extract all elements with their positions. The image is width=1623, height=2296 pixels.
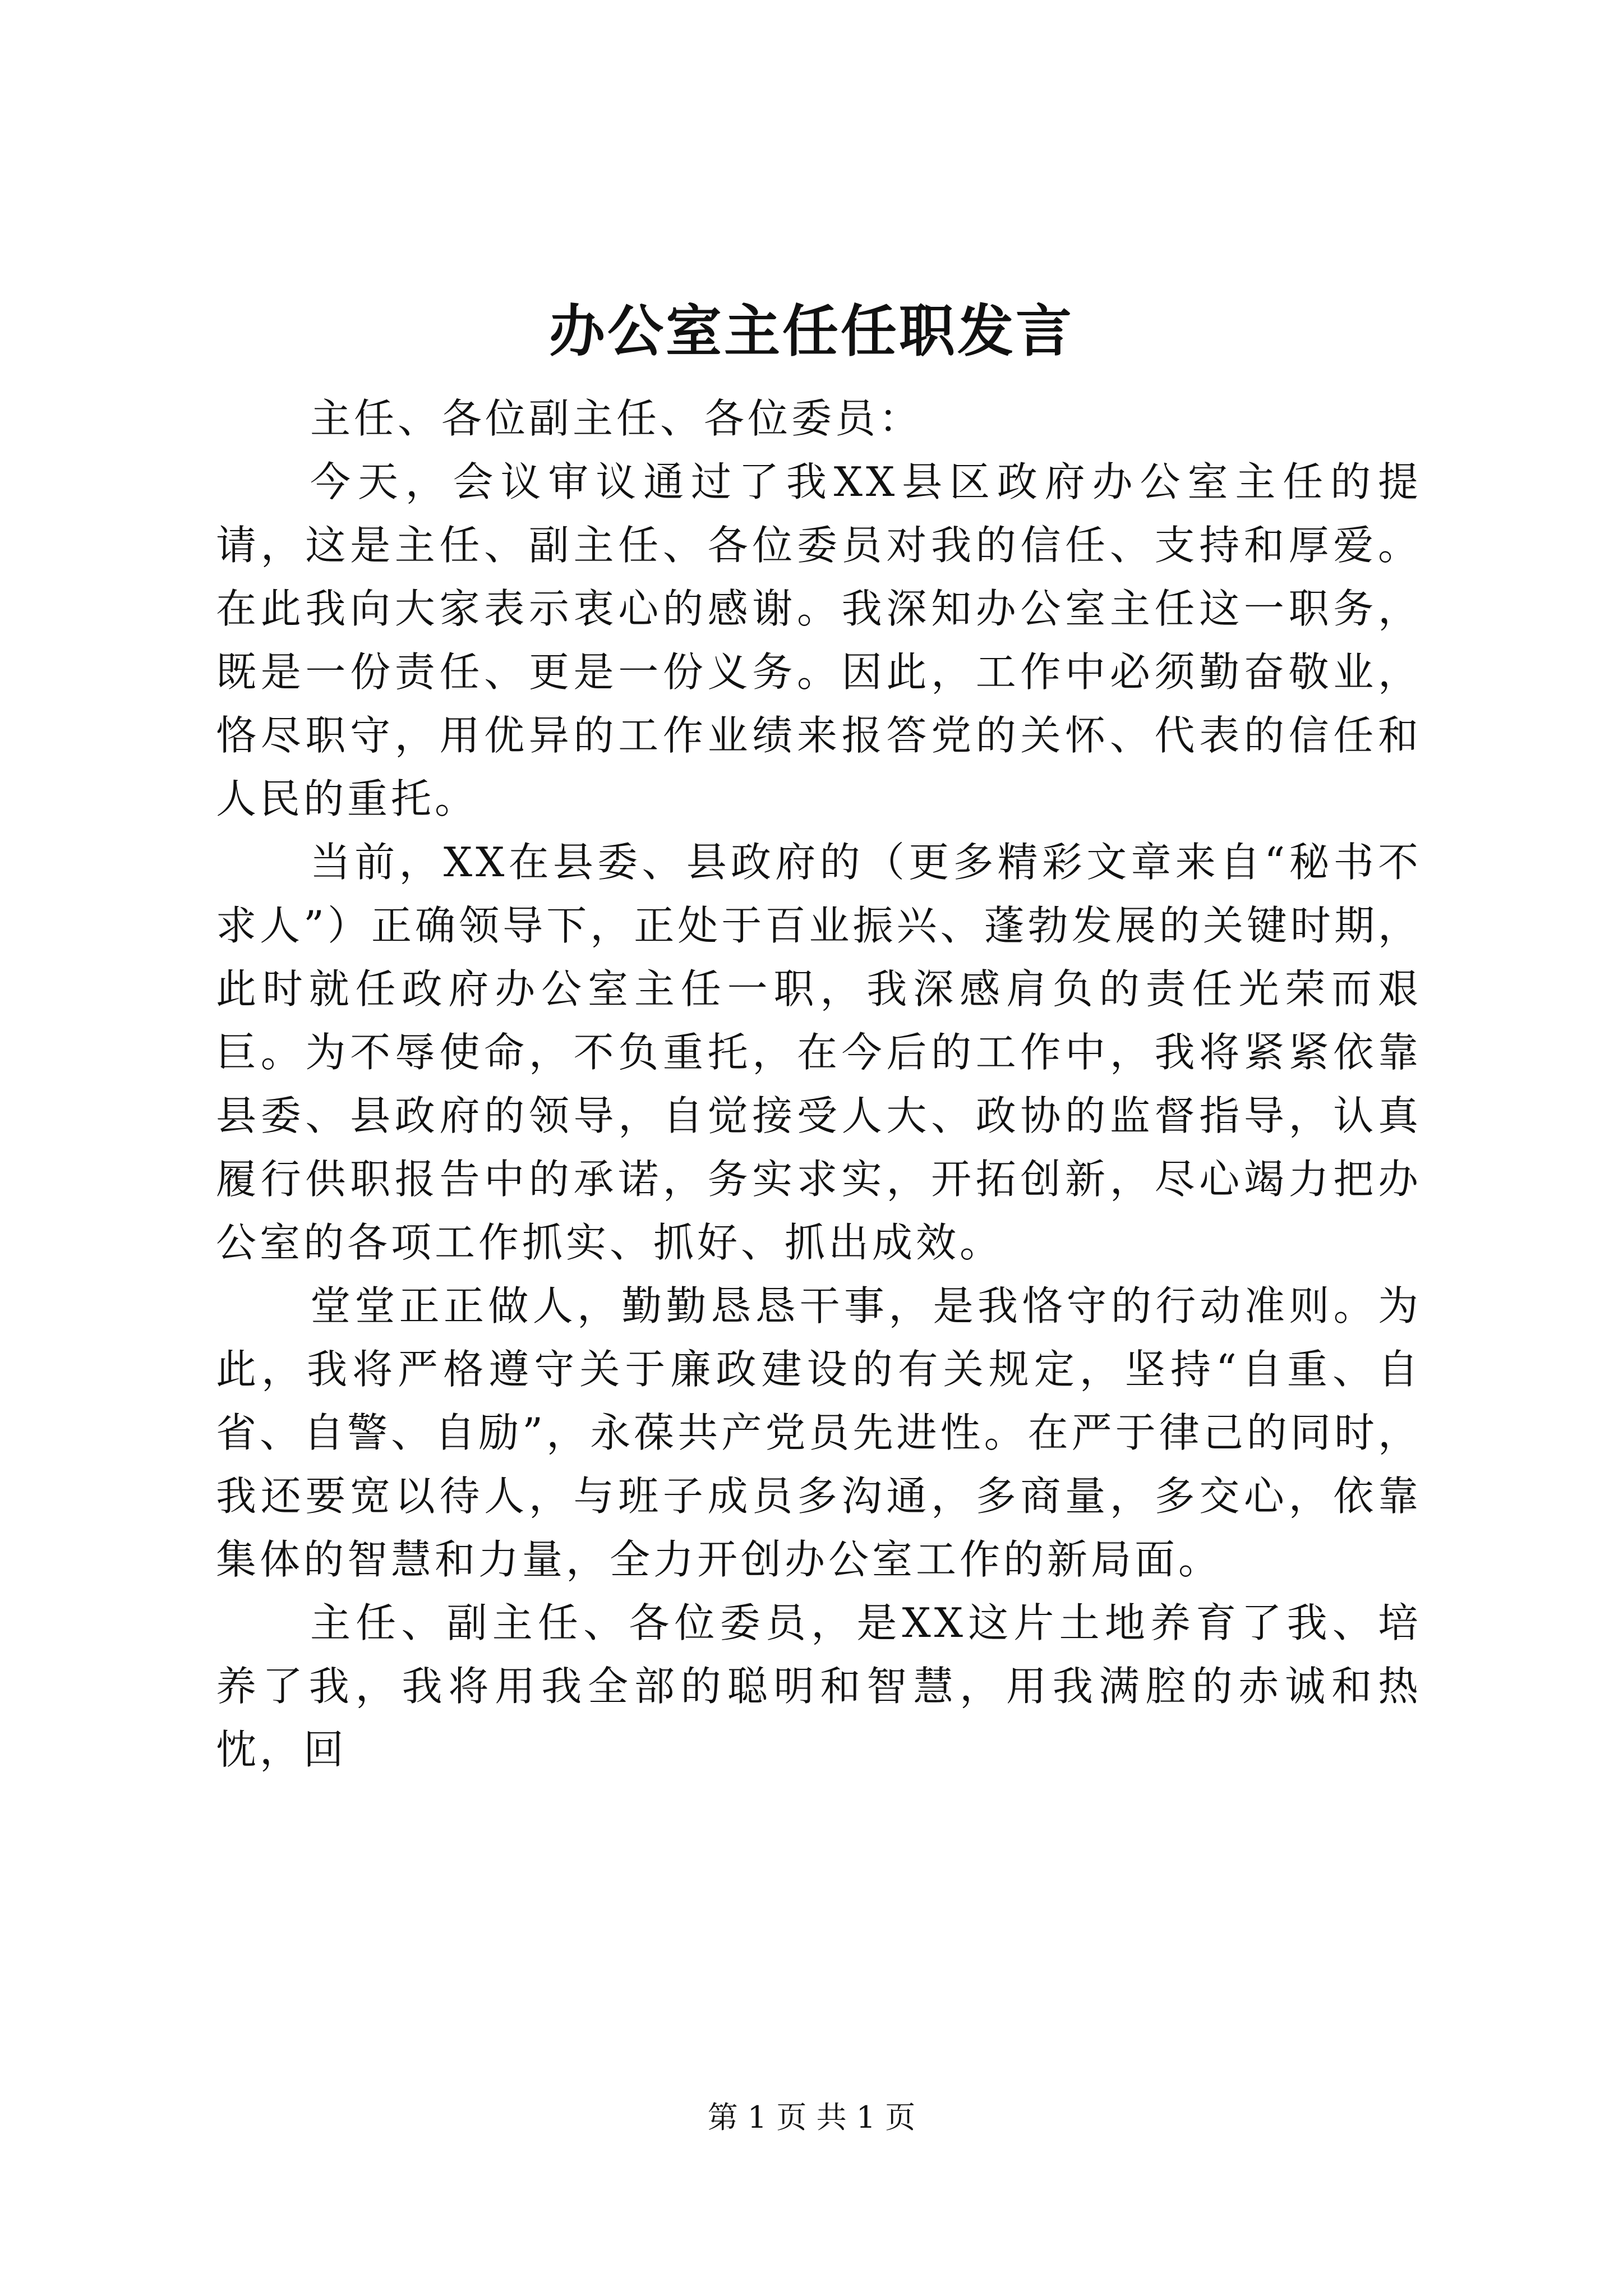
document-title: 办公室主任任职发言 (549, 298, 1074, 364)
body-paragraph: 今天，会议审议通过了我XX县区政府办公室主任的提请，这是主任、副主任、各位委员对我的信任、支持和厚爱。在此我向大家表示衷心的感谢。我深知办公室主任这一职务，既是一份责任、更是一份义务。因此，工作中必须勤奋敬业，恪尽职守，用优异的工作业绩来报答党的关怀、代表的信任和人民的重托。 (216, 458, 1422, 822)
body-paragraph: 主任、副主任、各位委员，是XX这片土地养育了我、培养了我，我将用我全部的聪明和智慧，用我满腔的赤诚和热忱，回 (216, 1599, 1422, 1773)
body-paragraph: 当前，XX在县委、县政府的（更多精彩文章来自“秘书不求人”）正确领导下，正处于百业振兴、蓬勃发展的关键时期，此时就任政府办公室主任一职，我深感肩负的责任光荣而艰巨。为不辱使命，不负重托，在今后的工作中，我将紧紧依靠县委、县政府的领导，自觉接受人大、政协的监督指导，认真履行供职报告中的承诺，务实求实，开拓创新，尽心竭力把办公室的各项工作抓实、抓好、抓出成效。 (216, 839, 1422, 1266)
salutation-paragraph: 主任、各位副主任、各位委员： (310, 395, 923, 442)
body-paragraph: 堂堂正正做人，勤勤恳恳干事，是我恪守的行动准则。为此，我将严格遵守关于廉政建设的有关规定，坚持“自重、自省、自警、自励”，永葆共产党员先进性。在严于律己的同时，我还要宽以待人，与班子成员多沟通，多商量，多交心，依靠集体的智慧和力量，全力开创办公室工作的新局面。 (216, 1282, 1422, 1583)
page-footer: 第 1 页 共 1 页 (707, 2100, 916, 2135)
document-body (216, 387, 1422, 1782)
